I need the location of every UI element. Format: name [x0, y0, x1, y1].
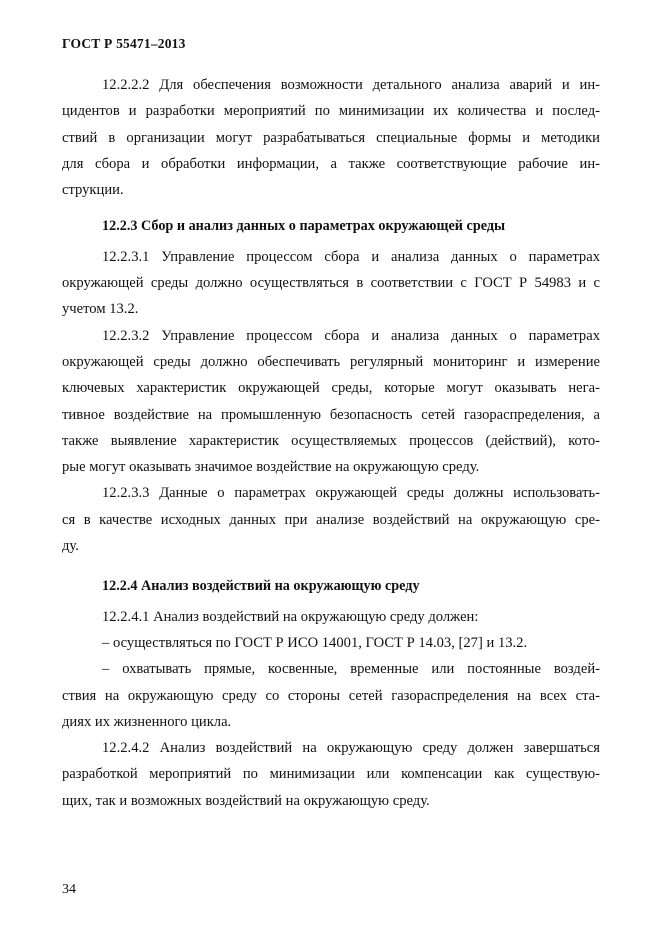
paragraph-line: для сбора и обработки информации, а также соответствующие рабочие ин- [62, 155, 600, 172]
list-item-line: – осуществляться по ГОСТ Р ИСО 14001, ГОСТ Р 14.03, [27] и 13.2. [102, 634, 528, 651]
paragraph-line: 12.2.3.1 Управление процессом сбора и анализа данных о параметрах [102, 248, 600, 265]
paragraph-line: цидентов и разработки мероприятий по минимизации их количества и послед- [62, 103, 600, 120]
paragraph-line: учетом 13.2. [62, 301, 139, 318]
paragraph-line: 12.2.3.3 Данные о параметрах окружающей среды должны использовать- [102, 485, 600, 502]
paragraph-line: 12.2.3.2 Управление процессом сбора и анализа данных о параметрах [102, 327, 600, 344]
paragraph-line: окружающей среды должно обеспечивать регулярный мониторинг и измерение [62, 353, 600, 370]
paragraph-line: 12.2.4.1 Анализ воздействий на окружающую среду должен: [102, 608, 479, 625]
list-item-line: диях их жизненного цикла. [62, 713, 232, 730]
list-item-line: – охватывать прямые, косвенные, временные или постоянные воздей- [102, 661, 600, 678]
list-item-line: ствия на окружающую среду со стороны сетей газораспределения на всех ста- [62, 687, 600, 704]
paragraph-line: щих, так и возможных воздействий на окружающую среду. [62, 792, 430, 809]
document-header: ГОСТ Р 55471–2013 [62, 36, 186, 51]
section-heading: 12.2.4 Анализ воздействий на окружающую среду [102, 578, 420, 595]
paragraph-line: ду. [62, 538, 79, 555]
paragraph-line: 12.2.2.2 Для обеспечения возможности детального анализа аварий и ин- [102, 77, 600, 93]
paragraph-line: окружающей среды должно осуществляться в соответствии с ГОСТ Р 54983 и с [62, 275, 600, 292]
paragraph-line: разработкой мероприятий по минимизации или компенсации как существую- [62, 766, 600, 783]
page-number: 34 [62, 882, 76, 897]
paragraph-line: ствий в организации могут разрабатываться специальные формы и методики [62, 129, 600, 146]
document-body [62, 72, 600, 814]
paragraph-line: ключевых характеристик окружающей среды, которые могут оказывать нега- [62, 380, 600, 397]
paragraph-line: рые могут оказывать значимое воздействие на окружающую среду. [62, 459, 480, 476]
paragraph-line: струкции. [62, 182, 124, 199]
paragraph-line: тивное воздействие на промышленную безопасность сетей газораспределения, а [62, 406, 600, 423]
section-heading: 12.2.3 Сбор и анализ данных о параметрах окружающей среды [102, 218, 506, 235]
paragraph-line: 12.2.4.2 Анализ воздействий на окружающую среду должен завершаться [102, 740, 600, 757]
paragraph-line: также выявление характеристик осуществляемых процессов (действий), кото- [62, 432, 600, 449]
paragraph-line: ся в качестве исходных данных при анализе воздействий на окружающую сре- [62, 511, 600, 528]
